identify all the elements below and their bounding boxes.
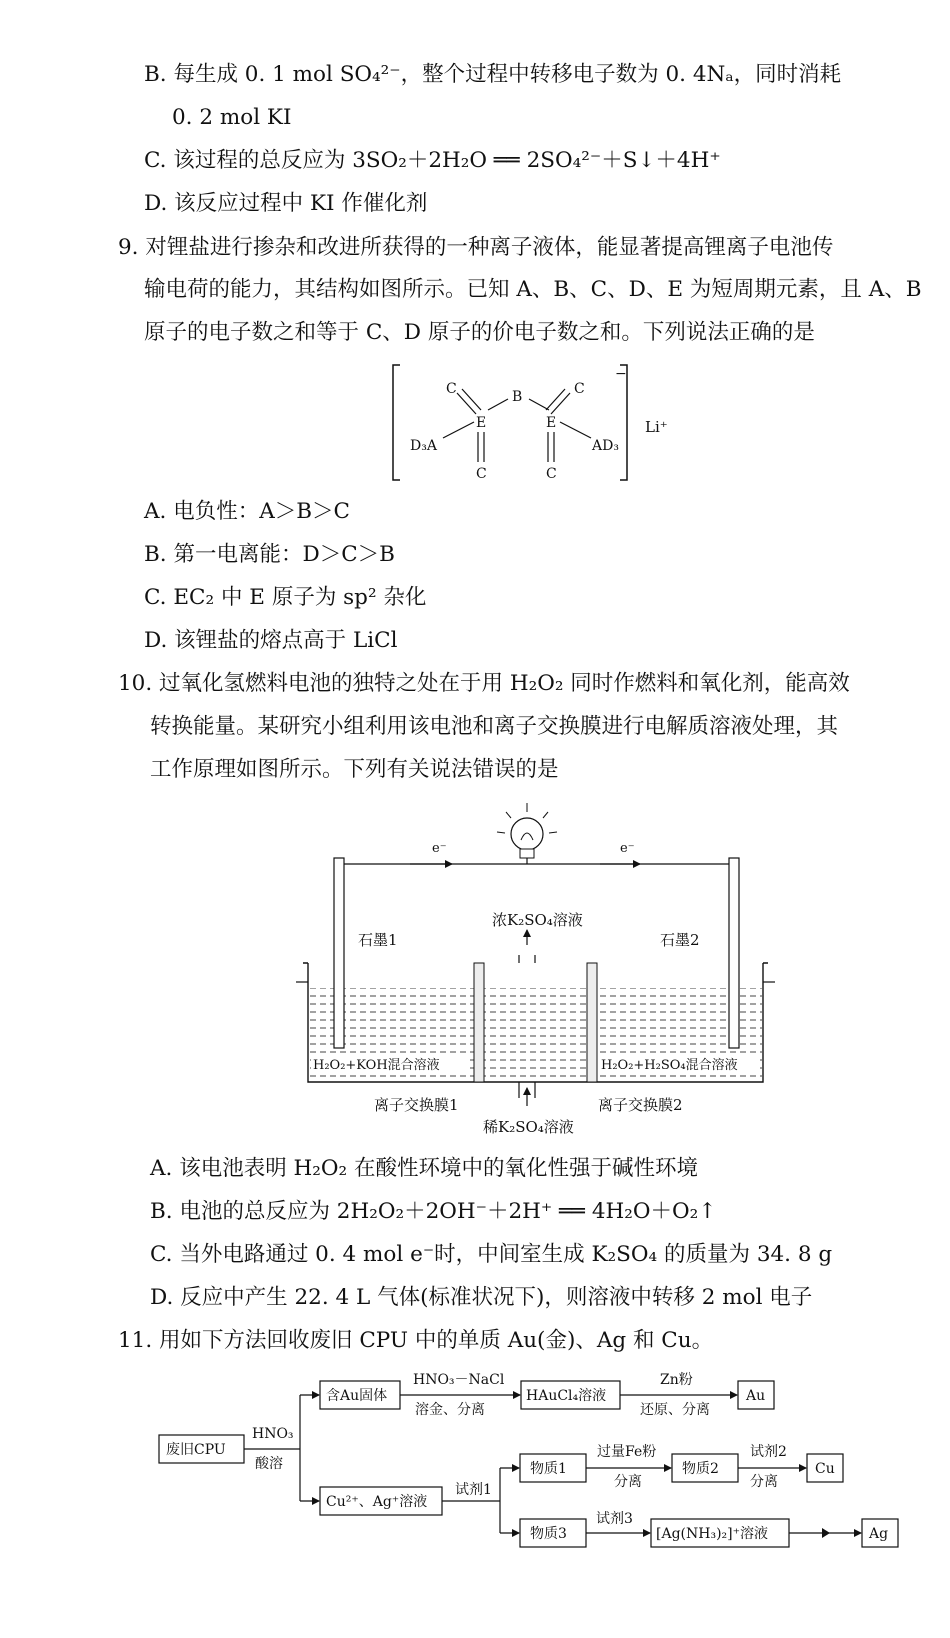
flow-start: 废旧CPU: [166, 1442, 226, 1458]
cation-li: Li⁺: [645, 418, 668, 436]
right-solution-label: H₂O₂+H₂SO₄混合溶液: [601, 1058, 738, 1073]
e-left: E: [476, 415, 487, 431]
c-bottom-right: C: [546, 466, 557, 482]
membrane-2-label: 离子交换膜2: [598, 1096, 683, 1114]
reagent1: 试剂1: [455, 1482, 492, 1498]
q8-option-c: C. 该过程的总反应为 3SO₂＋2H₂O ══ 2SO₄²⁻＋S↓＋4H⁺: [144, 148, 721, 173]
step2-bottom: 溶金、分离: [415, 1402, 485, 1418]
q8-option-b-line1: B. 每生成 0. 1 mol SO₄²⁻，整个过程中转移电子数为 0. 4Nₐ，同时消耗: [144, 62, 842, 87]
q10-option-d: D. 反应中产生 22. 4 L 气体(标准状况下)，则溶液中转移 2 mol 电子: [150, 1285, 813, 1310]
step5-top: 试剂2: [750, 1444, 787, 1460]
step1-top: HNO₃: [252, 1426, 294, 1442]
q10-cell-figure: [296, 803, 775, 1136]
step4-top: 过量Fe粉: [597, 1444, 657, 1460]
outlet-label: 浓K₂SO₄溶液: [492, 911, 583, 929]
q8-option-b-line2: 0. 2 mol KI: [172, 105, 292, 130]
electrode-1-label: 石墨1: [358, 931, 398, 949]
substance1: 物质1: [530, 1461, 567, 1477]
q10-stem-line2: 转换能量。某研究小组利用该电池和离子交换膜进行电解质溶液处理，其: [150, 714, 839, 739]
substance2: 物质2: [682, 1461, 719, 1477]
e-right: E: [546, 415, 557, 431]
c-top-right: C: [574, 381, 585, 397]
reagent3: 试剂3: [596, 1511, 633, 1527]
q9-option-d: D. 该锂盐的熔点高于 LiCl: [144, 628, 398, 653]
left-bracket: [393, 365, 400, 480]
electron-label-left: e⁻: [432, 841, 447, 856]
anion-charge: −: [615, 366, 627, 382]
q9-structure-figure: [393, 365, 668, 482]
q11-stem: 11. 用如下方法回收废旧 CPU 中的单质 Au(金)、Ag 和 Cu。: [118, 1328, 714, 1353]
q9-stem-line3: 原子的电子数之和等于 C、D 原子的价电子数之和。下列说法正确的是: [144, 320, 815, 345]
step3-top: Zn粉: [660, 1372, 693, 1388]
au-product: Au: [746, 1388, 766, 1404]
au-solid: 含Au固体: [326, 1388, 388, 1404]
inlet-label: 稀K₂SO₄溶液: [483, 1118, 574, 1136]
step3-bottom: 还原、分离: [640, 1402, 710, 1418]
ad3-group: AD₃: [592, 438, 619, 454]
b-center: B: [512, 389, 523, 405]
q8-option-d: D. 该反应过程中 KI 作催化剂: [144, 191, 428, 216]
step5-bottom: 分离: [750, 1474, 778, 1490]
haucl4-solution: HAuCl₄溶液: [526, 1388, 607, 1404]
cu-product: Cu: [815, 1461, 835, 1477]
lightbulb-icon: [497, 803, 557, 864]
q10-stem-line1: 10. 过氧化氢燃料电池的独特之处在于用 H₂O₂ 同时作燃料和氧化剂，能高效: [118, 671, 850, 696]
cu-ag-solution: Cu²⁺、Ag⁺溶液: [326, 1494, 428, 1510]
q10-option-c: C. 当外电路通过 0. 4 mol e⁻时，中间室生成 K₂SO₄ 的质量为 34. 8 g: [150, 1242, 833, 1267]
ag-complex-solution: [Ag(NH₃)₂]⁺溶液: [656, 1526, 768, 1542]
electrode-2-label: 石墨2: [660, 931, 700, 949]
step2-top: HNO₃－NaCl: [413, 1372, 505, 1388]
q10-option-a: A. 该电池表明 H₂O₂ 在酸性环境中的氧化性强于碱性环境: [150, 1156, 698, 1181]
q9-option-c: C. EC₂ 中 E 原子为 sp² 杂化: [144, 585, 427, 610]
step4-bottom: 分离: [614, 1474, 642, 1490]
q10-option-b: B. 电池的总反应为 2H₂O₂＋2OH⁻＋2H⁺ ══ 4H₂O＋O₂↑: [150, 1199, 717, 1224]
q9-option-a: A. 电负性：A＞B＞C: [144, 499, 350, 524]
q9-stem-line2: 输电荷的能力，其结构如图所示。已知 A、B、C、D、E 为短周期元素，且 A、B: [144, 277, 922, 302]
q9-option-b: B. 第一电离能：D＞C＞B: [144, 542, 395, 567]
left-solution-label: H₂O₂+KOH混合溶液: [313, 1058, 440, 1073]
ag-product: Ag: [869, 1526, 889, 1542]
q11-flowchart: [159, 1371, 898, 1547]
membrane-1-label: 离子交换膜1: [374, 1096, 459, 1114]
d3a-group: D₃A: [410, 438, 437, 454]
electron-label-right: e⁻: [620, 841, 635, 856]
c-top-left: C: [446, 381, 457, 397]
substance3: 物质3: [530, 1526, 567, 1542]
graphite-electrode-2: [729, 858, 739, 1048]
right-bracket: [620, 365, 627, 480]
graphite-electrode-1: [334, 858, 344, 1048]
q10-stem-line3: 工作原理如图所示。下列有关说法错误的是: [150, 757, 559, 782]
q9-stem-line1: 9. 对锂盐进行掺杂和改进所获得的一种离子液体，能显著提高锂离子电池传: [118, 235, 834, 260]
ion-exchange-membrane-1: [474, 963, 484, 1082]
ion-exchange-membrane-2: [587, 963, 597, 1082]
step1-bottom: 酸溶: [255, 1456, 283, 1472]
c-bottom-left: C: [476, 466, 487, 482]
